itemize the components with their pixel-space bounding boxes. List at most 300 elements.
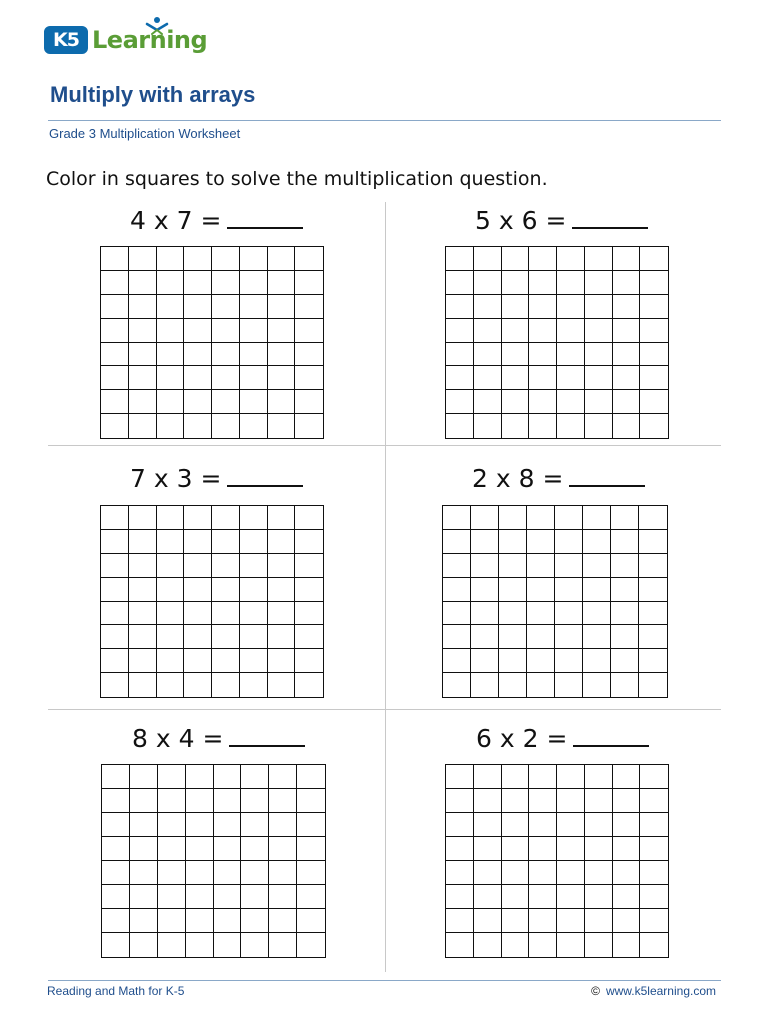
- grid-square[interactable]: [443, 602, 471, 626]
- grid-square[interactable]: [613, 837, 641, 861]
- grid-square[interactable]: [557, 885, 585, 909]
- grid-square[interactable]: [585, 765, 613, 789]
- grid-square[interactable]: [157, 319, 185, 343]
- array-grid[interactable]: [445, 246, 669, 439]
- grid-square[interactable]: [529, 247, 557, 271]
- grid-square[interactable]: [186, 909, 214, 933]
- grid-square[interactable]: [583, 673, 611, 697]
- grid-square[interactable]: [269, 789, 297, 813]
- grid-square[interactable]: [529, 271, 557, 295]
- answer-blank[interactable]: [227, 465, 303, 487]
- grid-square[interactable]: [611, 673, 639, 697]
- grid-square[interactable]: [130, 789, 158, 813]
- grid-square[interactable]: [443, 649, 471, 673]
- grid-square[interactable]: [295, 649, 323, 673]
- grid-square[interactable]: [297, 885, 325, 909]
- grid-square[interactable]: [443, 673, 471, 697]
- grid-square[interactable]: [557, 414, 585, 438]
- grid-square[interactable]: [184, 247, 212, 271]
- grid-square[interactable]: [639, 673, 667, 697]
- grid-square[interactable]: [129, 649, 157, 673]
- grid-square[interactable]: [557, 861, 585, 885]
- grid-square[interactable]: [157, 414, 185, 438]
- grid-square[interactable]: [555, 554, 583, 578]
- grid-square[interactable]: [529, 813, 557, 837]
- grid-square[interactable]: [157, 578, 185, 602]
- grid-square[interactable]: [295, 366, 323, 390]
- grid-square[interactable]: [157, 295, 185, 319]
- grid-square[interactable]: [557, 765, 585, 789]
- grid-square[interactable]: [186, 885, 214, 909]
- grid-square[interactable]: [130, 909, 158, 933]
- grid-square[interactable]: [446, 414, 474, 438]
- grid-square[interactable]: [158, 933, 186, 957]
- grid-square[interactable]: [443, 530, 471, 554]
- grid-square[interactable]: [639, 625, 667, 649]
- grid-square[interactable]: [529, 885, 557, 909]
- grid-square[interactable]: [502, 414, 530, 438]
- grid-square[interactable]: [212, 390, 240, 414]
- grid-square[interactable]: [158, 837, 186, 861]
- grid-square[interactable]: [640, 295, 668, 319]
- grid-square[interactable]: [269, 909, 297, 933]
- grid-square[interactable]: [583, 649, 611, 673]
- grid-square[interactable]: [640, 813, 668, 837]
- grid-square[interactable]: [186, 861, 214, 885]
- grid-square[interactable]: [446, 837, 474, 861]
- grid-square[interactable]: [471, 625, 499, 649]
- grid-square[interactable]: [585, 861, 613, 885]
- grid-square[interactable]: [184, 506, 212, 530]
- grid-square[interactable]: [212, 554, 240, 578]
- grid-square[interactable]: [474, 247, 502, 271]
- grid-square[interactable]: [295, 343, 323, 367]
- grid-square[interactable]: [557, 933, 585, 957]
- grid-square[interactable]: [557, 390, 585, 414]
- grid-square[interactable]: [585, 813, 613, 837]
- grid-square[interactable]: [502, 861, 530, 885]
- grid-square[interactable]: [212, 295, 240, 319]
- grid-square[interactable]: [212, 343, 240, 367]
- grid-square[interactable]: [446, 295, 474, 319]
- grid-square[interactable]: [297, 765, 325, 789]
- grid-square[interactable]: [240, 625, 268, 649]
- grid-square[interactable]: [240, 602, 268, 626]
- grid-square[interactable]: [557, 837, 585, 861]
- grid-square[interactable]: [557, 789, 585, 813]
- grid-square[interactable]: [502, 909, 530, 933]
- grid-square[interactable]: [240, 578, 268, 602]
- grid-square[interactable]: [613, 390, 641, 414]
- grid-square[interactable]: [474, 789, 502, 813]
- grid-square[interactable]: [295, 578, 323, 602]
- grid-square[interactable]: [297, 861, 325, 885]
- grid-square[interactable]: [555, 625, 583, 649]
- grid-square[interactable]: [613, 295, 641, 319]
- grid-square[interactable]: [640, 271, 668, 295]
- grid-square[interactable]: [639, 554, 667, 578]
- grid-square[interactable]: [529, 789, 557, 813]
- grid-square[interactable]: [529, 933, 557, 957]
- grid-square[interactable]: [297, 837, 325, 861]
- grid-square[interactable]: [157, 271, 185, 295]
- grid-square[interactable]: [613, 414, 641, 438]
- grid-square[interactable]: [240, 247, 268, 271]
- grid-square[interactable]: [640, 837, 668, 861]
- grid-square[interactable]: [297, 909, 325, 933]
- grid-square[interactable]: [474, 271, 502, 295]
- grid-square[interactable]: [184, 673, 212, 697]
- grid-square[interactable]: [214, 909, 242, 933]
- grid-square[interactable]: [240, 319, 268, 343]
- grid-square[interactable]: [502, 247, 530, 271]
- grid-square[interactable]: [446, 247, 474, 271]
- grid-square[interactable]: [611, 506, 639, 530]
- grid-square[interactable]: [585, 366, 613, 390]
- grid-square[interactable]: [295, 673, 323, 697]
- grid-square[interactable]: [639, 506, 667, 530]
- grid-square[interactable]: [295, 319, 323, 343]
- grid-square[interactable]: [129, 271, 157, 295]
- grid-square[interactable]: [585, 414, 613, 438]
- array-grid[interactable]: [100, 505, 324, 698]
- grid-square[interactable]: [157, 530, 185, 554]
- grid-square[interactable]: [158, 885, 186, 909]
- grid-square[interactable]: [130, 933, 158, 957]
- grid-square[interactable]: [640, 414, 668, 438]
- grid-square[interactable]: [240, 271, 268, 295]
- array-grid[interactable]: [100, 246, 324, 439]
- grid-square[interactable]: [446, 813, 474, 837]
- grid-square[interactable]: [474, 837, 502, 861]
- grid-square[interactable]: [527, 506, 555, 530]
- grid-square[interactable]: [158, 909, 186, 933]
- grid-square[interactable]: [184, 530, 212, 554]
- grid-square[interactable]: [130, 861, 158, 885]
- grid-square[interactable]: [295, 602, 323, 626]
- grid-square[interactable]: [101, 390, 129, 414]
- grid-square[interactable]: [101, 554, 129, 578]
- grid-square[interactable]: [502, 765, 530, 789]
- grid-square[interactable]: [158, 765, 186, 789]
- grid-square[interactable]: [295, 295, 323, 319]
- grid-square[interactable]: [613, 885, 641, 909]
- grid-square[interactable]: [129, 366, 157, 390]
- grid-square[interactable]: [102, 909, 130, 933]
- grid-square[interactable]: [101, 414, 129, 438]
- grid-square[interactable]: [241, 837, 269, 861]
- grid-square[interactable]: [499, 530, 527, 554]
- grid-square[interactable]: [499, 625, 527, 649]
- grid-square[interactable]: [613, 247, 641, 271]
- grid-square[interactable]: [640, 861, 668, 885]
- grid-square[interactable]: [529, 295, 557, 319]
- grid-square[interactable]: [474, 861, 502, 885]
- grid-square[interactable]: [471, 506, 499, 530]
- grid-square[interactable]: [130, 765, 158, 789]
- grid-square[interactable]: [240, 649, 268, 673]
- answer-blank[interactable]: [227, 207, 303, 229]
- grid-square[interactable]: [184, 319, 212, 343]
- grid-square[interactable]: [639, 578, 667, 602]
- grid-square[interactable]: [297, 789, 325, 813]
- grid-square[interactable]: [471, 578, 499, 602]
- grid-square[interactable]: [639, 530, 667, 554]
- grid-square[interactable]: [474, 295, 502, 319]
- grid-square[interactable]: [611, 649, 639, 673]
- grid-square[interactable]: [527, 602, 555, 626]
- grid-square[interactable]: [640, 765, 668, 789]
- grid-square[interactable]: [557, 343, 585, 367]
- grid-square[interactable]: [446, 765, 474, 789]
- grid-square[interactable]: [268, 247, 296, 271]
- grid-square[interactable]: [527, 625, 555, 649]
- grid-square[interactable]: [102, 789, 130, 813]
- answer-blank[interactable]: [573, 725, 649, 747]
- grid-square[interactable]: [502, 366, 530, 390]
- grid-square[interactable]: [240, 506, 268, 530]
- grid-square[interactable]: [474, 765, 502, 789]
- grid-square[interactable]: [474, 885, 502, 909]
- grid-square[interactable]: [129, 530, 157, 554]
- grid-square[interactable]: [241, 909, 269, 933]
- grid-square[interactable]: [640, 366, 668, 390]
- grid-square[interactable]: [240, 530, 268, 554]
- grid-square[interactable]: [130, 885, 158, 909]
- grid-square[interactable]: [268, 625, 296, 649]
- grid-square[interactable]: [214, 789, 242, 813]
- grid-square[interactable]: [214, 933, 242, 957]
- grid-square[interactable]: [527, 578, 555, 602]
- grid-square[interactable]: [241, 861, 269, 885]
- grid-square[interactable]: [474, 366, 502, 390]
- grid-square[interactable]: [502, 789, 530, 813]
- grid-square[interactable]: [613, 861, 641, 885]
- grid-square[interactable]: [129, 414, 157, 438]
- grid-square[interactable]: [474, 909, 502, 933]
- answer-blank[interactable]: [572, 207, 648, 229]
- grid-square[interactable]: [443, 625, 471, 649]
- answer-blank[interactable]: [229, 725, 305, 747]
- grid-square[interactable]: [446, 789, 474, 813]
- grid-square[interactable]: [130, 837, 158, 861]
- grid-square[interactable]: [214, 813, 242, 837]
- grid-square[interactable]: [446, 909, 474, 933]
- grid-square[interactable]: [184, 366, 212, 390]
- grid-square[interactable]: [268, 390, 296, 414]
- grid-square[interactable]: [583, 506, 611, 530]
- grid-square[interactable]: [240, 673, 268, 697]
- grid-square[interactable]: [585, 247, 613, 271]
- grid-square[interactable]: [446, 343, 474, 367]
- grid-square[interactable]: [527, 530, 555, 554]
- grid-square[interactable]: [268, 295, 296, 319]
- grid-square[interactable]: [269, 933, 297, 957]
- grid-square[interactable]: [268, 271, 296, 295]
- grid-square[interactable]: [129, 390, 157, 414]
- grid-square[interactable]: [640, 909, 668, 933]
- grid-square[interactable]: [585, 390, 613, 414]
- grid-square[interactable]: [639, 649, 667, 673]
- grid-square[interactable]: [555, 602, 583, 626]
- grid-square[interactable]: [102, 861, 130, 885]
- grid-square[interactable]: [157, 649, 185, 673]
- grid-square[interactable]: [158, 813, 186, 837]
- grid-square[interactable]: [212, 578, 240, 602]
- grid-square[interactable]: [613, 765, 641, 789]
- grid-square[interactable]: [129, 295, 157, 319]
- grid-square[interactable]: [557, 295, 585, 319]
- grid-square[interactable]: [269, 813, 297, 837]
- grid-square[interactable]: [102, 933, 130, 957]
- grid-square[interactable]: [212, 271, 240, 295]
- grid-square[interactable]: [186, 789, 214, 813]
- grid-square[interactable]: [446, 861, 474, 885]
- grid-square[interactable]: [184, 578, 212, 602]
- grid-square[interactable]: [443, 554, 471, 578]
- grid-square[interactable]: [611, 578, 639, 602]
- grid-square[interactable]: [529, 343, 557, 367]
- grid-square[interactable]: [502, 813, 530, 837]
- grid-square[interactable]: [639, 602, 667, 626]
- grid-square[interactable]: [269, 885, 297, 909]
- grid-square[interactable]: [240, 343, 268, 367]
- grid-square[interactable]: [529, 319, 557, 343]
- grid-square[interactable]: [557, 366, 585, 390]
- grid-square[interactable]: [268, 673, 296, 697]
- grid-square[interactable]: [471, 649, 499, 673]
- grid-square[interactable]: [640, 789, 668, 813]
- grid-square[interactable]: [502, 271, 530, 295]
- grid-square[interactable]: [240, 366, 268, 390]
- grid-square[interactable]: [295, 247, 323, 271]
- grid-square[interactable]: [212, 319, 240, 343]
- grid-square[interactable]: [241, 885, 269, 909]
- grid-square[interactable]: [186, 813, 214, 837]
- grid-square[interactable]: [212, 506, 240, 530]
- grid-square[interactable]: [471, 673, 499, 697]
- grid-square[interactable]: [184, 295, 212, 319]
- grid-square[interactable]: [611, 602, 639, 626]
- grid-square[interactable]: [295, 271, 323, 295]
- grid-square[interactable]: [527, 554, 555, 578]
- grid-square[interactable]: [241, 789, 269, 813]
- grid-square[interactable]: [101, 343, 129, 367]
- grid-square[interactable]: [241, 813, 269, 837]
- grid-square[interactable]: [527, 649, 555, 673]
- grid-square[interactable]: [240, 295, 268, 319]
- grid-square[interactable]: [529, 909, 557, 933]
- grid-square[interactable]: [129, 506, 157, 530]
- grid-square[interactable]: [129, 578, 157, 602]
- grid-square[interactable]: [499, 649, 527, 673]
- grid-square[interactable]: [471, 530, 499, 554]
- grid-square[interactable]: [583, 625, 611, 649]
- grid-square[interactable]: [502, 343, 530, 367]
- grid-square[interactable]: [557, 271, 585, 295]
- grid-square[interactable]: [129, 554, 157, 578]
- grid-square[interactable]: [101, 578, 129, 602]
- grid-square[interactable]: [184, 271, 212, 295]
- grid-square[interactable]: [499, 602, 527, 626]
- grid-square[interactable]: [186, 933, 214, 957]
- grid-square[interactable]: [268, 343, 296, 367]
- grid-square[interactable]: [640, 319, 668, 343]
- grid-square[interactable]: [443, 506, 471, 530]
- grid-square[interactable]: [555, 673, 583, 697]
- grid-square[interactable]: [585, 933, 613, 957]
- grid-square[interactable]: [555, 578, 583, 602]
- grid-square[interactable]: [527, 673, 555, 697]
- grid-square[interactable]: [101, 506, 129, 530]
- grid-square[interactable]: [555, 530, 583, 554]
- grid-square[interactable]: [443, 578, 471, 602]
- grid-square[interactable]: [529, 390, 557, 414]
- grid-square[interactable]: [129, 319, 157, 343]
- grid-square[interactable]: [184, 390, 212, 414]
- grid-square[interactable]: [502, 319, 530, 343]
- grid-square[interactable]: [585, 909, 613, 933]
- grid-square[interactable]: [130, 813, 158, 837]
- grid-square[interactable]: [529, 414, 557, 438]
- grid-square[interactable]: [101, 271, 129, 295]
- grid-square[interactable]: [529, 366, 557, 390]
- grid-square[interactable]: [241, 765, 269, 789]
- grid-square[interactable]: [212, 673, 240, 697]
- grid-square[interactable]: [184, 343, 212, 367]
- grid-square[interactable]: [184, 602, 212, 626]
- grid-square[interactable]: [446, 271, 474, 295]
- grid-square[interactable]: [502, 837, 530, 861]
- grid-square[interactable]: [102, 885, 130, 909]
- grid-square[interactable]: [268, 366, 296, 390]
- grid-square[interactable]: [502, 933, 530, 957]
- grid-square[interactable]: [446, 319, 474, 343]
- grid-square[interactable]: [214, 861, 242, 885]
- grid-square[interactable]: [613, 789, 641, 813]
- grid-square[interactable]: [585, 789, 613, 813]
- grid-square[interactable]: [129, 343, 157, 367]
- grid-square[interactable]: [585, 343, 613, 367]
- grid-square[interactable]: [102, 813, 130, 837]
- grid-square[interactable]: [212, 414, 240, 438]
- grid-square[interactable]: [102, 837, 130, 861]
- grid-square[interactable]: [613, 366, 641, 390]
- grid-square[interactable]: [585, 271, 613, 295]
- grid-square[interactable]: [212, 366, 240, 390]
- grid-square[interactable]: [611, 530, 639, 554]
- grid-square[interactable]: [240, 390, 268, 414]
- grid-square[interactable]: [157, 366, 185, 390]
- grid-square[interactable]: [268, 649, 296, 673]
- grid-square[interactable]: [184, 554, 212, 578]
- grid-square[interactable]: [212, 602, 240, 626]
- grid-square[interactable]: [611, 625, 639, 649]
- grid-square[interactable]: [157, 343, 185, 367]
- grid-square[interactable]: [474, 343, 502, 367]
- grid-square[interactable]: [268, 530, 296, 554]
- grid-square[interactable]: [269, 861, 297, 885]
- grid-square[interactable]: [295, 554, 323, 578]
- grid-square[interactable]: [101, 319, 129, 343]
- grid-square[interactable]: [640, 343, 668, 367]
- grid-square[interactable]: [269, 765, 297, 789]
- grid-square[interactable]: [295, 506, 323, 530]
- grid-square[interactable]: [101, 247, 129, 271]
- grid-square[interactable]: [184, 414, 212, 438]
- grid-square[interactable]: [583, 530, 611, 554]
- grid-square[interactable]: [474, 319, 502, 343]
